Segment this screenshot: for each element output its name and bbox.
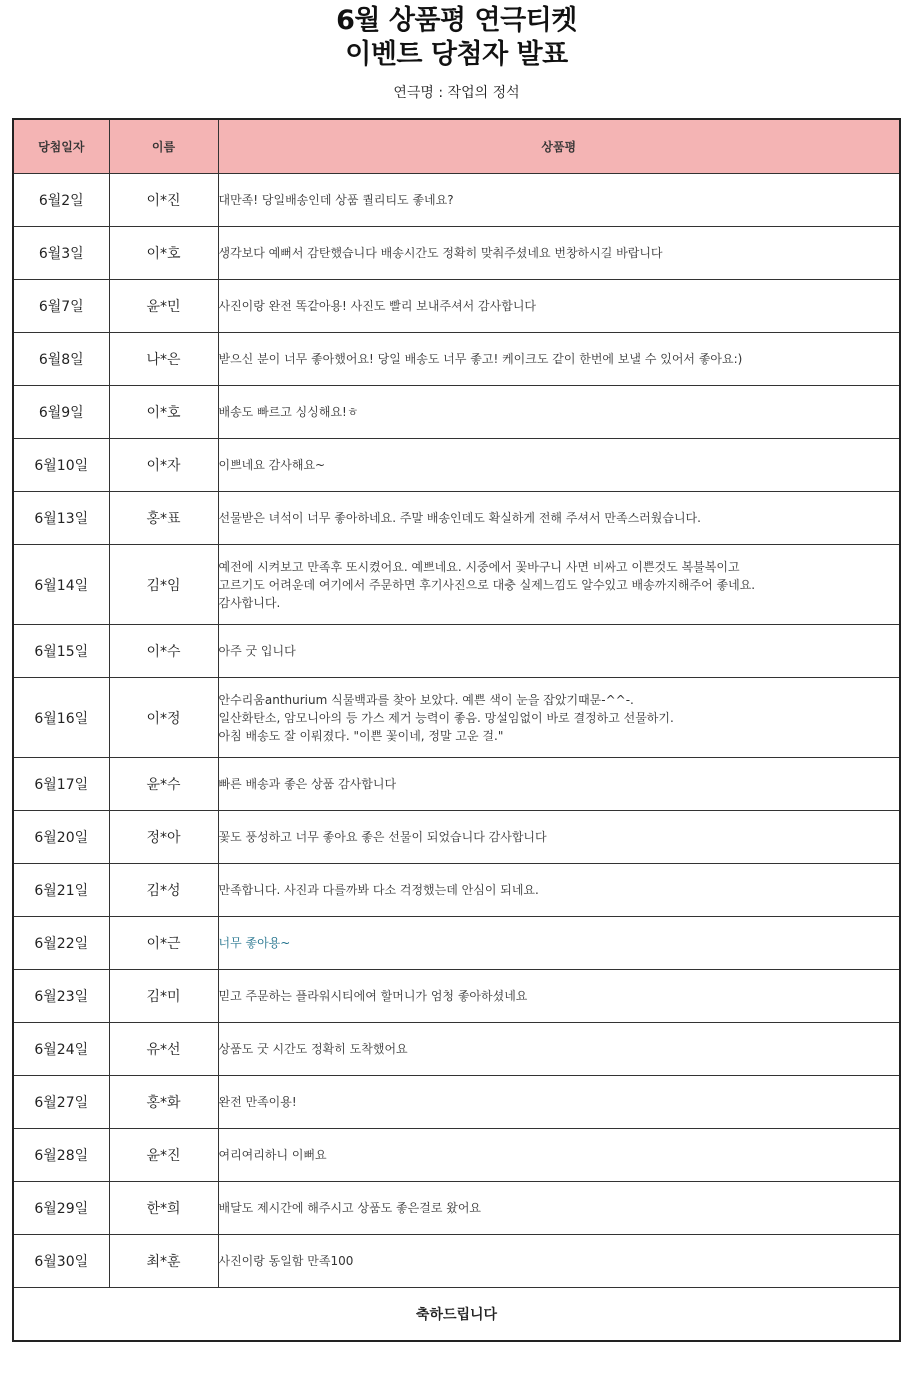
winner-date: 6월2일: [13, 174, 109, 227]
page-title-line-2: 이벤트 당첨자 발표: [345, 39, 568, 70]
winner-name: 이*호: [109, 227, 218, 280]
winner-name: 김*임: [109, 545, 218, 625]
winner-review: [218, 917, 900, 970]
winner-name: 이*진: [109, 174, 218, 227]
review-line: 생각보다 예뻐서 감탄했습니다 배송시간도 정확히 맞춰주셨네요 번창하시길 바랍니다: [218, 246, 663, 260]
review-line: 고르기도 어려운데 여기에서 주문하면 후기사진으로 대충 실제느낌도 알수있고 배송까지해주어 좋네요.: [218, 577, 756, 592]
winner-name: 홍*표: [109, 492, 218, 545]
winner-name: 이*정: [109, 678, 218, 758]
winner-name: 이*호: [109, 386, 218, 439]
column-header-review: 상품평: [218, 119, 900, 174]
winner-review: [218, 1182, 900, 1235]
review-line: 만족합니다. 사진과 다를까봐 다소 걱정했는데 안심이 되네요.: [218, 883, 539, 897]
review-line: 사진이랑 동일함 만족100: [218, 1254, 354, 1268]
winner-name: 이*수: [109, 625, 218, 678]
winner-date: 6월27일: [13, 1076, 109, 1129]
review-line: 일산화탄소, 암모니아의 등 가스 제거 능력이 좋음. 망설임없이 바로 결정하고 선물하기.: [218, 710, 674, 725]
table-row: [13, 1129, 900, 1182]
winner-name: 홍*화: [109, 1076, 218, 1129]
winner-review: [218, 1129, 900, 1182]
review-line: 너무 좋아용~: [218, 936, 291, 950]
title-block: [0, 0, 913, 102]
winner-review: [218, 174, 900, 227]
winner-review: [218, 333, 900, 386]
review-line: 배달도 제시간에 해주시고 상품도 좋은걸로 왔어요: [218, 1201, 482, 1215]
column-header-name: 이름: [109, 119, 218, 174]
winner-review: [218, 970, 900, 1023]
winner-name: 정*아: [109, 811, 218, 864]
winner-date: 6월13일: [13, 492, 109, 545]
winner-name: 윤*수: [109, 758, 218, 811]
winner-date: 6월16일: [13, 678, 109, 758]
winner-date: 6월15일: [13, 625, 109, 678]
winner-name: 이*근: [109, 917, 218, 970]
winner-review: [218, 758, 900, 811]
winner-name: 최*훈: [109, 1235, 218, 1288]
winner-review: [218, 1023, 900, 1076]
winner-date: 6월3일: [13, 227, 109, 280]
review-line: 아주 굿 입니다: [218, 644, 296, 658]
table-row: [13, 333, 900, 386]
table-row: [13, 1182, 900, 1235]
winner-review: [218, 864, 900, 917]
congratulations-text: 축하드립니다: [13, 1288, 900, 1342]
review-line: 빠른 배송과 좋은 상품 감사합니다: [218, 777, 397, 791]
table-row: [13, 386, 900, 439]
winner-name: 김*성: [109, 864, 218, 917]
review-line: 아침 배송도 잘 이뤄졌다. "이쁜 꽃이네, 정말 고운 걸.": [218, 728, 504, 743]
table-row: [13, 917, 900, 970]
table-row: [13, 970, 900, 1023]
table-row: [13, 678, 900, 758]
footer-row: [13, 1288, 900, 1342]
winner-review: [218, 625, 900, 678]
table-row: [13, 492, 900, 545]
review-line: 배송도 빠르고 싱싱해요!ㅎ: [218, 405, 359, 419]
review-line: 예전에 시켜보고 만족후 또시켰어요. 예쁘네요. 시중에서 꽃바구니 사면 비싸고 이쁜것도 복불복이고: [218, 559, 740, 574]
winner-date: 6월9일: [13, 386, 109, 439]
winner-review: [218, 227, 900, 280]
winner-name: 나*은: [109, 333, 218, 386]
winner-date: 6월10일: [13, 439, 109, 492]
table-row: [13, 174, 900, 227]
winner-review: [218, 492, 900, 545]
review-line: 대만족! 당일배송인데 상품 퀄리티도 좋네요?: [218, 193, 454, 207]
review-line: 믿고 주문하는 플라워시티에여 할머니가 엄청 좋아하셨네요: [218, 989, 528, 1003]
winner-date: 6월24일: [13, 1023, 109, 1076]
page-title-line-1: 6월 상품평 연극티켓: [336, 5, 577, 36]
table-row: [13, 1235, 900, 1288]
winner-name: 윤*민: [109, 280, 218, 333]
winners-table: [12, 118, 901, 1342]
review-line: 안수리움anthurium 식물백과를 찾아 보았다. 예쁜 색이 눈을 잡았기때문-^^-.: [218, 692, 634, 707]
play-name: 연극명 : 작업의 정석: [393, 85, 520, 101]
winner-date: 6월7일: [13, 280, 109, 333]
winner-date: 6월8일: [13, 333, 109, 386]
review-line: 이쁘네요 감사해요~: [218, 458, 326, 472]
winner-date: 6월28일: [13, 1129, 109, 1182]
winner-date: 6월20일: [13, 811, 109, 864]
winner-date: 6월23일: [13, 970, 109, 1023]
winner-name: 유*선: [109, 1023, 218, 1076]
review-line: 꽃도 풍성하고 너무 좋아요 좋은 선물이 되었습니다 감사합니다: [218, 830, 547, 844]
review-line: 감사합니다.: [218, 595, 281, 610]
winner-name: 한*희: [109, 1182, 218, 1235]
winner-review: [218, 386, 900, 439]
table-row: [13, 227, 900, 280]
winner-name: 이*자: [109, 439, 218, 492]
winner-review: [218, 545, 900, 625]
table-header-row: [13, 119, 900, 174]
review-line: 완전 만족이용!: [218, 1095, 297, 1109]
winner-name: 윤*진: [109, 1129, 218, 1182]
winner-date: 6월22일: [13, 917, 109, 970]
review-line: 여리여리하니 이뻐요: [218, 1148, 327, 1162]
winner-review: [218, 280, 900, 333]
table-row: [13, 439, 900, 492]
review-line: 선물받은 녀석이 너무 좋아하네요. 주말 배송인데도 확실하게 전해 주셔서 만족스러웠습니다.: [218, 511, 701, 525]
winner-date: 6월17일: [13, 758, 109, 811]
winner-review: [218, 678, 900, 758]
table-row: [13, 811, 900, 864]
table-row: [13, 625, 900, 678]
winner-date: 6월21일: [13, 864, 109, 917]
winner-review: [218, 1076, 900, 1129]
winner-date: 6월14일: [13, 545, 109, 625]
table-row: [13, 545, 900, 625]
review-line: 받으신 분이 너무 좋아했어요! 당일 배송도 너무 좋고! 케이크도 같이 한번에 보낼 수 있어서 좋아요:): [218, 352, 743, 366]
winner-review: [218, 811, 900, 864]
winner-name: 김*미: [109, 970, 218, 1023]
winner-date: 6월29일: [13, 1182, 109, 1235]
review-line: 사진이랑 완전 똑같아용! 사진도 빨리 보내주셔서 감사합니다: [218, 299, 536, 313]
table-row: [13, 280, 900, 333]
table-body: [13, 174, 900, 1288]
table-row: [13, 1076, 900, 1129]
table-row: [13, 758, 900, 811]
winner-review: [218, 1235, 900, 1288]
winner-date: 6월30일: [13, 1235, 109, 1288]
review-line: 상품도 굿 시간도 정확히 도착했어요: [218, 1042, 408, 1056]
column-header-date: 당첨일자: [13, 119, 109, 174]
table-row: [13, 1023, 900, 1076]
winner-review: [218, 439, 900, 492]
table-row: [13, 864, 900, 917]
